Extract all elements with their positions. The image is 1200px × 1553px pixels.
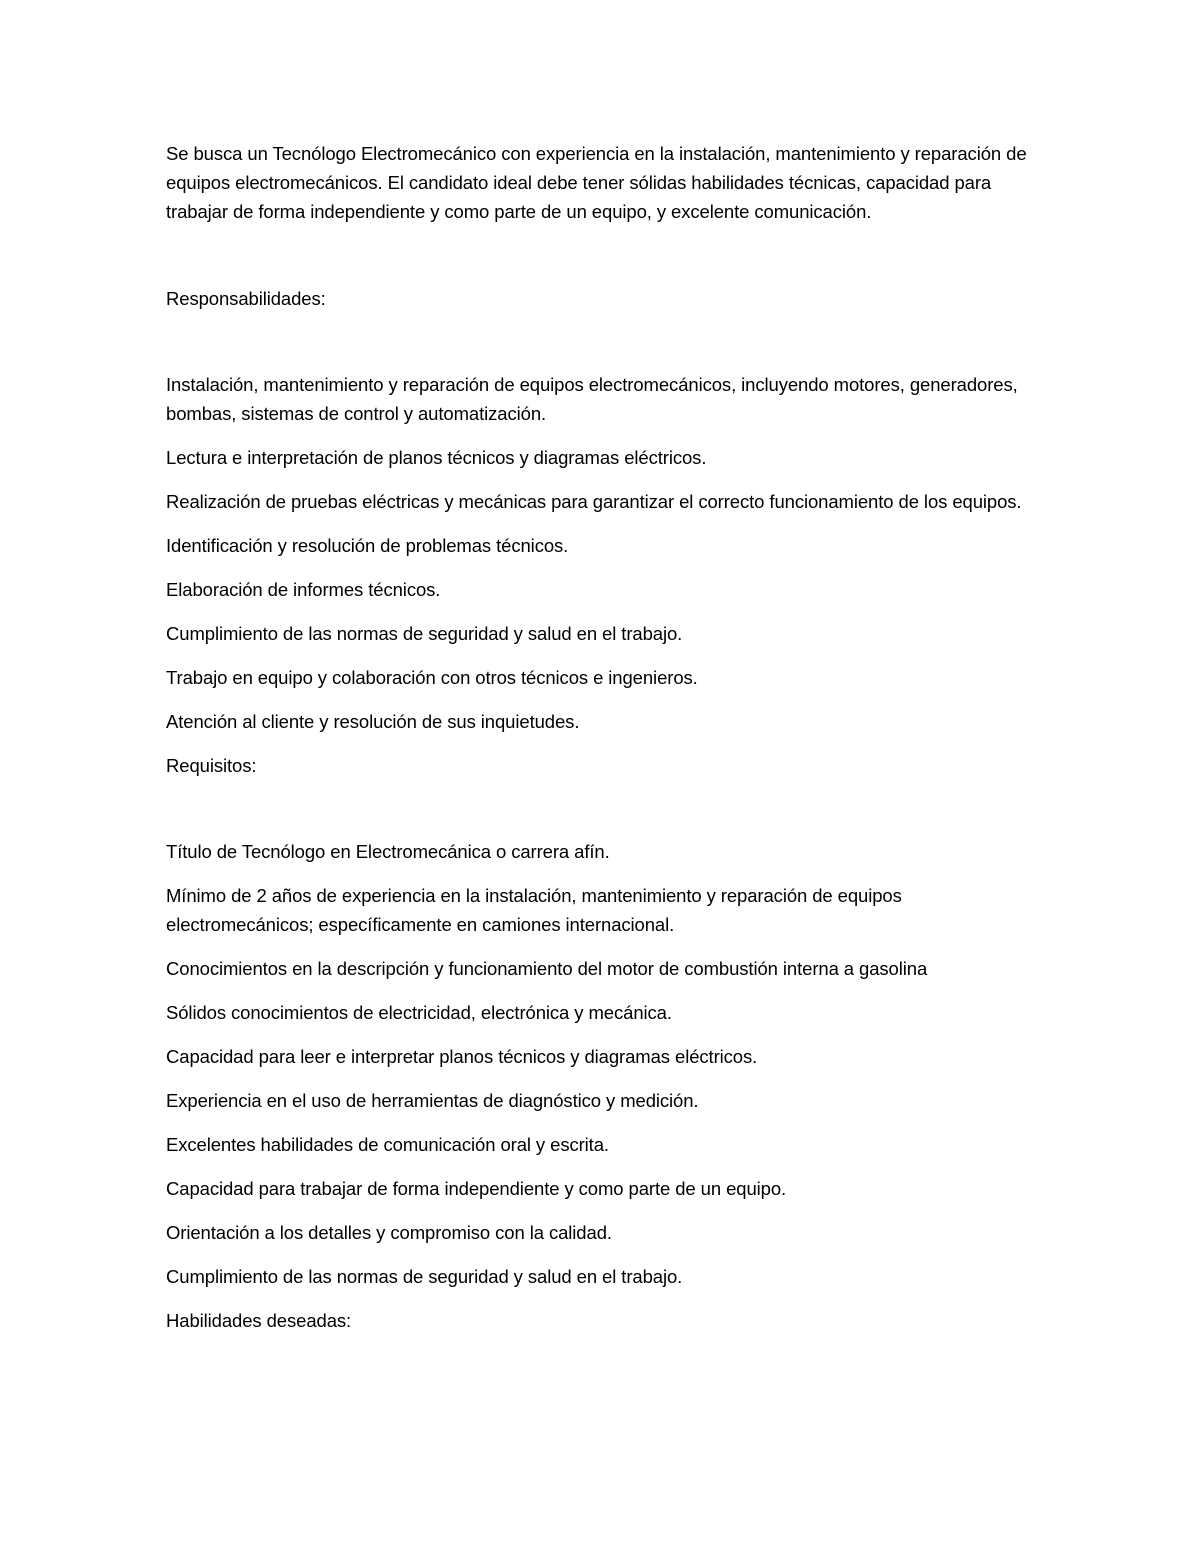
list-item: Título de Tecnólogo en Electromecánica o carrera afín.: [166, 841, 610, 862]
list-item: Cumplimiento de las normas de seguridad y salud en el trabajo.: [166, 1266, 683, 1287]
responsibilities-heading: Responsabilidades:: [166, 288, 326, 309]
requirements-list: [166, 837, 1046, 1291]
list-item: Capacidad para leer e interpretar planos técnicos y diagramas eléctricos.: [166, 1046, 758, 1067]
list-item: Orientación a los detalles y compromiso con la calidad.: [166, 1222, 612, 1243]
list-item: Identificación y resolución de problemas técnicos.: [166, 535, 569, 556]
list-item: Capacidad para trabajar de forma independiente y como parte de un equipo.: [166, 1178, 787, 1199]
list-item: Conocimientos en la descripción y funcionamiento del motor de combustión interna a gasolina: [166, 958, 928, 979]
desired-skills-heading: Habilidades deseadas:: [166, 1310, 352, 1331]
list-item: Excelentes habilidades de comunicación oral y escrita.: [166, 1134, 609, 1155]
requirements-heading: Requisitos:: [166, 755, 257, 776]
list-item: Atención al cliente y resolución de sus inquietudes.: [166, 711, 580, 732]
list-item: Experiencia en el uso de herramientas de diagnóstico y medición.: [166, 1090, 699, 1111]
responsibilities-list: [166, 370, 1046, 736]
list-item: Cumplimiento de las normas de seguridad y salud en el trabajo.: [166, 623, 683, 644]
intro-paragraph: Se busca un Tecnólogo Electromecánico con experiencia en la instalación, mantenimiento y reparación de equipos electromecánicos. El candidato ideal debe tener sólidas habilidades técnicas, capacidad para trabajar de forma independiente y como parte de un equipo, y excelente comunicación.: [166, 143, 1027, 222]
list-item: Lectura e interpretación de planos técnicos y diagramas eléctricos.: [166, 447, 707, 468]
list-item: Sólidos conocimientos de electricidad, electrónica y mecánica.: [166, 1002, 672, 1023]
list-item: Instalación, mantenimiento y reparación de equipos electromecánicos, incluyendo motores, generadores, bombas, sistemas de control y automatización.: [166, 374, 1018, 424]
list-item: Elaboración de informes técnicos.: [166, 579, 441, 600]
list-item: Realización de pruebas eléctricas y mecánicas para garantizar el correcto funcionamiento de los equipos.: [166, 491, 1022, 512]
document-body: [166, 139, 1046, 1335]
list-item: Mínimo de 2 años de experiencia en la instalación, mantenimiento y reparación de equipos electromecánicos; específicamente en camiones internacional.: [166, 885, 902, 935]
list-item: Trabajo en equipo y colaboración con otros técnicos e ingenieros.: [166, 667, 698, 688]
